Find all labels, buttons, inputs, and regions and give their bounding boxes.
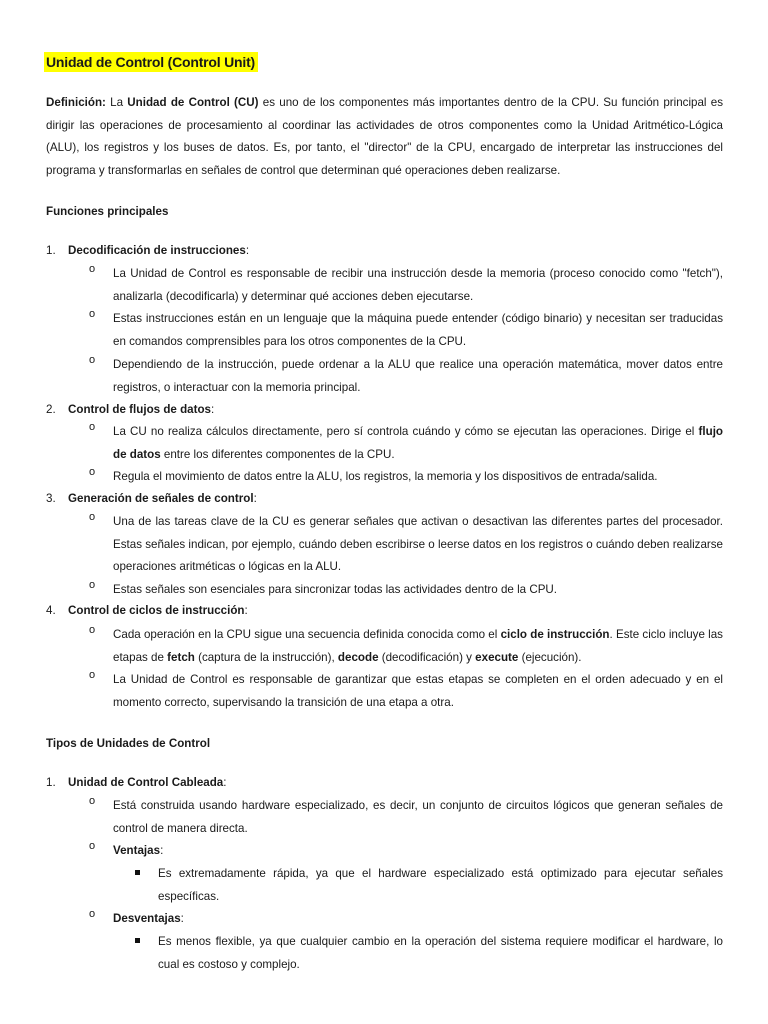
function-title: Control de ciclos de instrucción <box>68 604 245 617</box>
hollow-bullet-icon: o <box>89 421 96 433</box>
list-item-text <box>113 840 723 863</box>
function-title: Control de flujos de datos <box>68 403 211 416</box>
list-item-text: Una de las tareas clave de la CU es generar señales que activan o desactivan las diferentes partes del procesador. Estas señales indican, por ejemplo, cuándo deben escribirse o leerse datos en los registros o cuándo deben realizarse operaciones aritméticas o lógicas en la ALU. <box>113 515 723 574</box>
hollow-bullet-icon: o <box>89 308 96 320</box>
list-item-text <box>113 421 723 466</box>
hollow-bullet-icon: o <box>89 263 96 275</box>
colon: : <box>244 604 248 617</box>
list-item-text: Dependiendo de la instrucción, puede ordenar a la ALU que realice una operación matemática, mover datos entre registros, o interactuar con la memoria principal. <box>113 358 723 394</box>
hollow-bullet-icon: o <box>89 579 96 591</box>
list-item <box>89 466 723 489</box>
definition-term: Unidad de Control (CU) <box>127 96 259 109</box>
definition-text: es uno de los componentes más importantes dentro de la CPU. Su función principal es dirigir las operaciones de procesamiento al coordinar las actividades de otros componentes como la Unidad Aritmético-Lógica (ALU), los registros y los buses de datos. Es, por tanto, el "director" de la CPU, encargado de interpretar las instrucciones del programa y transformarlas en señales de control que determinan qué operaciones deben realizarse. <box>46 96 723 177</box>
list-item <box>89 263 723 308</box>
colon: : <box>160 844 164 857</box>
sub-list-item-text: Es extremadamente rápida, ya que el hardware especializado está optimizado para ejecutar señales específicas. <box>158 867 723 903</box>
colon: : <box>211 403 215 416</box>
hollow-bullet-icon: o <box>89 669 96 681</box>
list-item-text: Regula el movimiento de datos entre la ALU, los registros, la memoria y los dispositivos de entrada/salida. <box>113 470 658 483</box>
hollow-bullet-icon: o <box>89 795 96 807</box>
list-item <box>89 795 723 840</box>
list-number: 4. <box>46 604 56 617</box>
hollow-bullet-icon: o <box>89 908 96 920</box>
list-item <box>89 579 723 602</box>
list-item-text: Está construida usando hardware especializado, es decir, un conjunto de circuitos lógicos que generan señales de control de manera directa. <box>113 799 723 835</box>
hollow-bullet-icon: o <box>89 840 96 852</box>
advantages-label: Ventajas <box>113 844 161 857</box>
square-bullet-icon <box>135 938 140 943</box>
list-number: 2. <box>46 403 56 416</box>
bold-term: execute <box>475 650 519 664</box>
disadvantages-item <box>89 908 723 931</box>
hollow-bullet-icon: o <box>89 354 96 366</box>
colon: : <box>180 912 184 925</box>
type-item-1 <box>46 776 226 789</box>
function-item-4 <box>46 604 248 617</box>
list-item <box>89 669 723 714</box>
colon: : <box>245 244 250 257</box>
square-bullet-icon <box>135 870 140 875</box>
definition-label: Definición: <box>46 96 106 109</box>
list-item <box>89 511 723 579</box>
list-number: 3. <box>46 492 56 505</box>
bold-term: flujo de datos <box>113 425 723 461</box>
definition-paragraph <box>46 92 723 182</box>
bold-term: decode <box>337 650 379 664</box>
colon: : <box>253 492 257 505</box>
definition-text-start: La <box>105 96 128 109</box>
sub-list-item-text: Es menos flexible, ya que cualquier cambio en la operación del sistema requiere modificar el hardware, lo cual es costoso y complejo. <box>158 935 723 971</box>
list-number: 1. <box>46 244 56 257</box>
disadvantages-label: Desventajas <box>113 912 181 925</box>
list-number: 1. <box>46 776 56 789</box>
function-item-1 <box>46 244 249 257</box>
function-title: Generación de señales de control <box>68 492 254 505</box>
list-item-text <box>113 624 723 669</box>
type-title: Unidad de Control Cableada <box>68 776 224 789</box>
hollow-bullet-icon: o <box>89 511 96 523</box>
sub-list-item <box>135 863 723 908</box>
list-item-text: La Unidad de Control es responsable de garantizar que estas etapas se completen en el orden adecuado y en el momento correcto, supervisando la transición de una etapa a otra. <box>113 673 723 709</box>
function-title: Decodificación de instrucciones <box>68 244 246 257</box>
text-run: (captura de la instrucción), <box>194 650 338 664</box>
text-run: (ejecución). <box>518 650 582 664</box>
text-run: La CU no realiza cálculos directamente, pero sí controla cuándo y cómo se ejecutan las operaciones. Dirige el <box>113 425 699 438</box>
advantages-item <box>89 840 723 863</box>
hollow-bullet-icon: o <box>89 466 96 478</box>
hollow-bullet-icon: o <box>89 624 96 636</box>
sub-list-item <box>135 931 723 976</box>
list-item-text <box>113 908 723 931</box>
list-item <box>89 624 723 669</box>
list-item <box>89 354 723 399</box>
document-title: Unidad de Control (Control Unit) <box>44 52 258 72</box>
text-run: Cada operación en la CPU sigue una secuencia definida conocida como el <box>113 628 501 641</box>
list-item-text: Estas instrucciones están en un lenguaje que la máquina puede entender (código binario) y necesitan ser traducidas en comandos comprensibles para los otros componentes de la CPU. <box>113 312 723 348</box>
list-item-text: La Unidad de Control es responsable de recibir una instrucción desde la memoria (proceso conocido como "fetch"), analizarla (decodificarla) y determinar qué acciones deben ejecutarse. <box>113 267 723 303</box>
functions-heading: Funciones principales <box>46 205 169 218</box>
list-item <box>89 421 723 466</box>
bold-term: ciclo de instrucción <box>500 628 610 641</box>
function-item-2 <box>46 403 214 416</box>
function-item-3 <box>46 492 257 505</box>
list-item <box>89 308 723 353</box>
list-item-text: Estas señales son esenciales para sincronizar todas las actividades dentro de la CPU. <box>113 583 558 596</box>
types-heading: Tipos de Unidades de Control <box>46 737 211 750</box>
colon: : <box>223 776 227 789</box>
text-run: (decodificación) y <box>378 650 476 664</box>
bold-term: fetch <box>167 650 195 664</box>
text-run: entre los diferentes componentes de la CPU. <box>160 447 395 461</box>
text-run: . Este ciclo incluye las etapas de <box>113 628 723 664</box>
